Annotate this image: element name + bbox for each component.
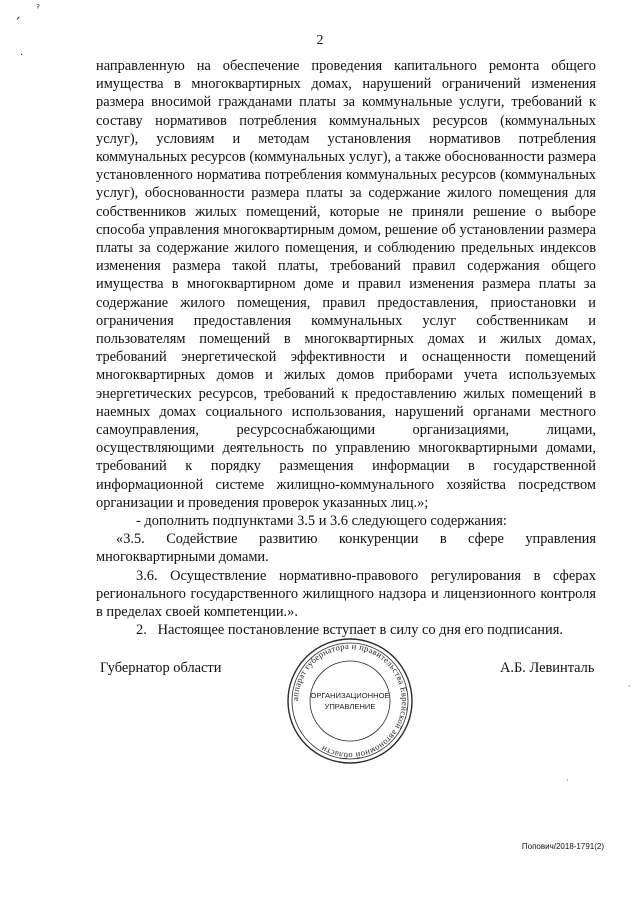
scan-mark: ˏ xyxy=(14,4,21,20)
stamp-ring-text: аппарат губернатора и правительства Еврейской автономной области xyxy=(289,640,411,762)
paragraph-item-3-5: «3.5. Содействие развитию конкуренции в сфере управления многоквартирными домами. xyxy=(96,531,596,566)
paragraph-effective-date: 2. Настоящее постановление вступает в силу со дня его подписания. xyxy=(136,622,563,639)
scan-mark: ˀ xyxy=(36,2,41,15)
official-stamp xyxy=(285,636,415,766)
scan-mark: · xyxy=(566,776,569,785)
page-number: 2 xyxy=(316,33,324,48)
svg-text:аппарат губернатора и правител xyxy=(290,641,410,761)
paragraph-item-3-6: 3.6. Осуществление нормативно-правового регулирования в сферах регионального государственного жилищного надзора и лицензионного контроля в пределах своей компетенции.». xyxy=(96,567,596,621)
stamp-center-line1: ОРГАНИЗАЦИОННОЕ xyxy=(310,691,390,700)
scan-mark: · xyxy=(628,682,631,691)
paragraph-amendment: - дополнить подпунктами 3.5 и 3.6 следующего содержания: xyxy=(136,513,507,530)
paragraph-continuation: направленную на обеспечение проведения капитального ремонта общего имущества в многоквартирных домах, нарушений ограничений изменения размера вносимой гражданами платы за коммунальные услуги, требований к составу нормативов потребления коммунальных ресурсов (коммунальных услуг), условиям и методам установления нормативов потребления коммунальных ресурсов (коммунальных услуг), а также обоснованности размера установленного норматива потребления коммунальных ресурсов (коммунальных услуг), обоснованности размера платы за содержание жилого помещения для собственников жилых помещений, которые не приняли решение о выборе способа управления многоквартирным домом, решение об установлении размера платы за содержание жилого помещения, и соблюдению предельных индексов изменения размера такой платы, требований правил содержания общего имущества в многоквартирном доме и правил изменения размера платы за содержание жилого помещения, правил предоставления, приостановки и ограничения предоставления коммунальных услуг собственникам и пользователям помещений в многоквартирных домах и жилых домах, требований энергетической эффективности и оснащенности помещений многоквартирных домов и жилых домов приборами учета используемых энергетических ресурсов, требований к предоставлению жилых помещений в наемных домах социального использования, нарушений органами местного самоуправления, ресурсоснабжающими организациями, лицами, осуществляющими деятельность по управлению многоквартирными домами, требований к порядку размещения информации в государственной информационной системе жилищно-коммунального хозяйства посредством организации и проведения проверок указанных лиц.»; xyxy=(96,58,596,511)
stamp-center-line2: УПРАВЛЕНИЕ xyxy=(324,702,376,711)
document-reference-code: Попович/2018-1791(2) xyxy=(521,842,604,851)
signatory-name: А.Б. Левинталь xyxy=(500,660,595,676)
document-body xyxy=(96,57,596,640)
signatory-role: Губернатор области xyxy=(100,660,222,676)
scan-mark: · xyxy=(20,50,24,61)
